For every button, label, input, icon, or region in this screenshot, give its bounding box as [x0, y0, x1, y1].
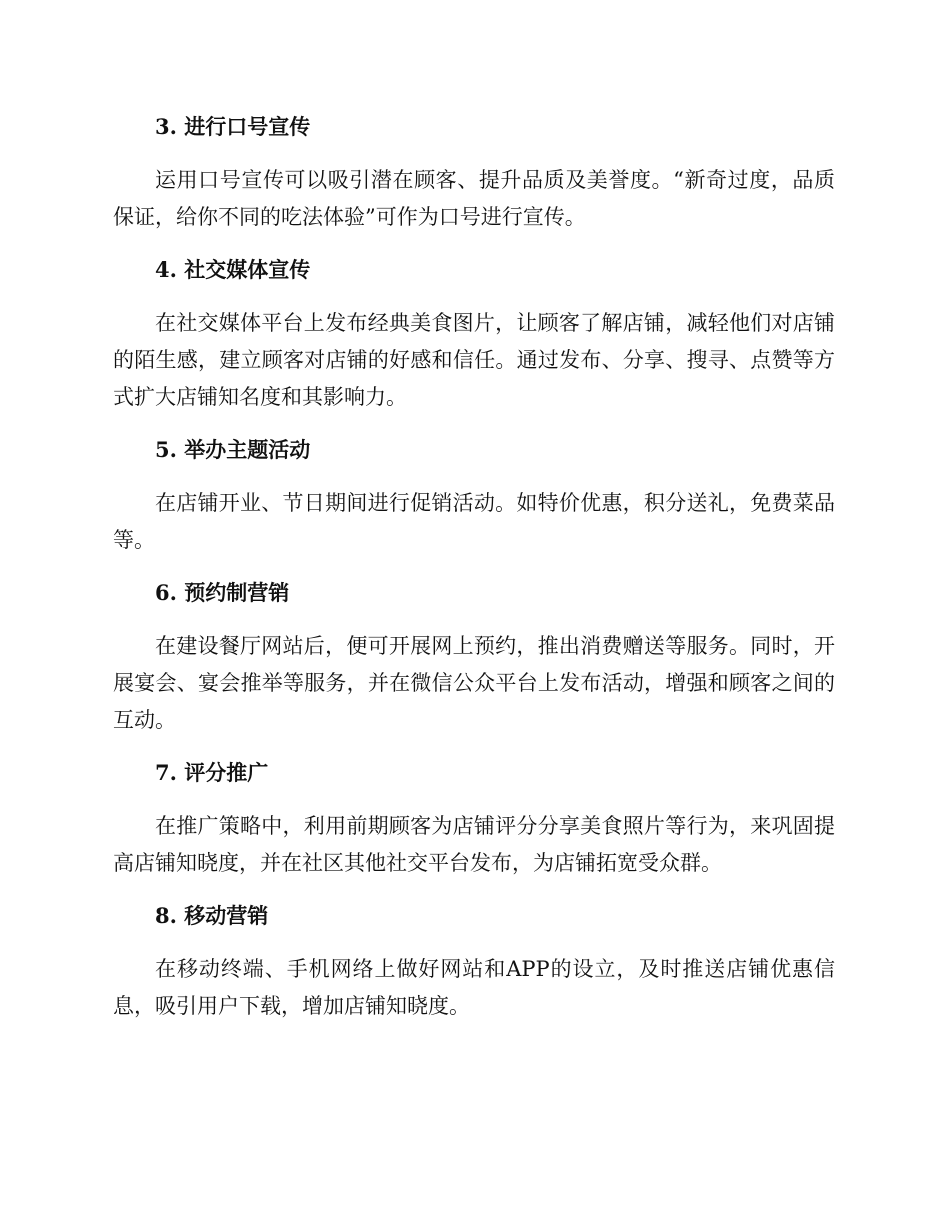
section-heading: 7. 评分推广 [155, 760, 269, 785]
section-heading: 8. 移动营销 [155, 903, 269, 928]
section-8 [113, 897, 835, 1025]
section-paragraph: 在店铺开业、节日期间进行促销活动。如特价优惠，积分送礼，免费菜品等。 [113, 491, 835, 552]
section-heading: 5. 举办主题活动 [155, 437, 311, 462]
section-5 [113, 431, 835, 559]
section-heading: 4. 社交媒体宣传 [155, 257, 311, 282]
section-paragraph: 在社交媒体平台上发布经典美食图片，让顾客了解店铺，减轻他们对店铺的陌生感，建立顾客对店铺的好感和信任。通过发布、分享、搜寻、点赞等方式扩大店铺知名度和其影响力。 [113, 311, 835, 409]
section-3 [113, 108, 835, 236]
section-heading: 6. 预约制营销 [155, 580, 290, 605]
section-paragraph: 运用口号宣传可以吸引潜在顾客、提升品质及美誉度。“新奇过度，品质保证，给你不同的吃法体验”可作为口号进行宣传。 [113, 168, 835, 229]
section-6 [113, 574, 835, 739]
section-heading: 3. 进行口号宣传 [155, 114, 311, 139]
document-content [113, 108, 835, 1040]
section-paragraph: 在推广策略中，利用前期顾客为店铺评分分享美食照片等行为，来巩固提高店铺知晓度，并在社区其他社交平台发布，为店铺拓宽受众群。 [113, 814, 835, 875]
section-4 [113, 251, 835, 416]
section-paragraph: 在建设餐厅网站后，便可开展网上预约，推出消费赠送等服务。同时，开展宴会、宴会推举等服务，并在微信公众平台上发布活动，增强和顾客之间的互动。 [113, 634, 835, 732]
section-paragraph: 在移动终端、手机网络上做好网站和APP的设立，及时推送店铺优惠信息，吸引用户下载，增加店铺知晓度。 [113, 957, 835, 1018]
section-7 [113, 754, 835, 882]
